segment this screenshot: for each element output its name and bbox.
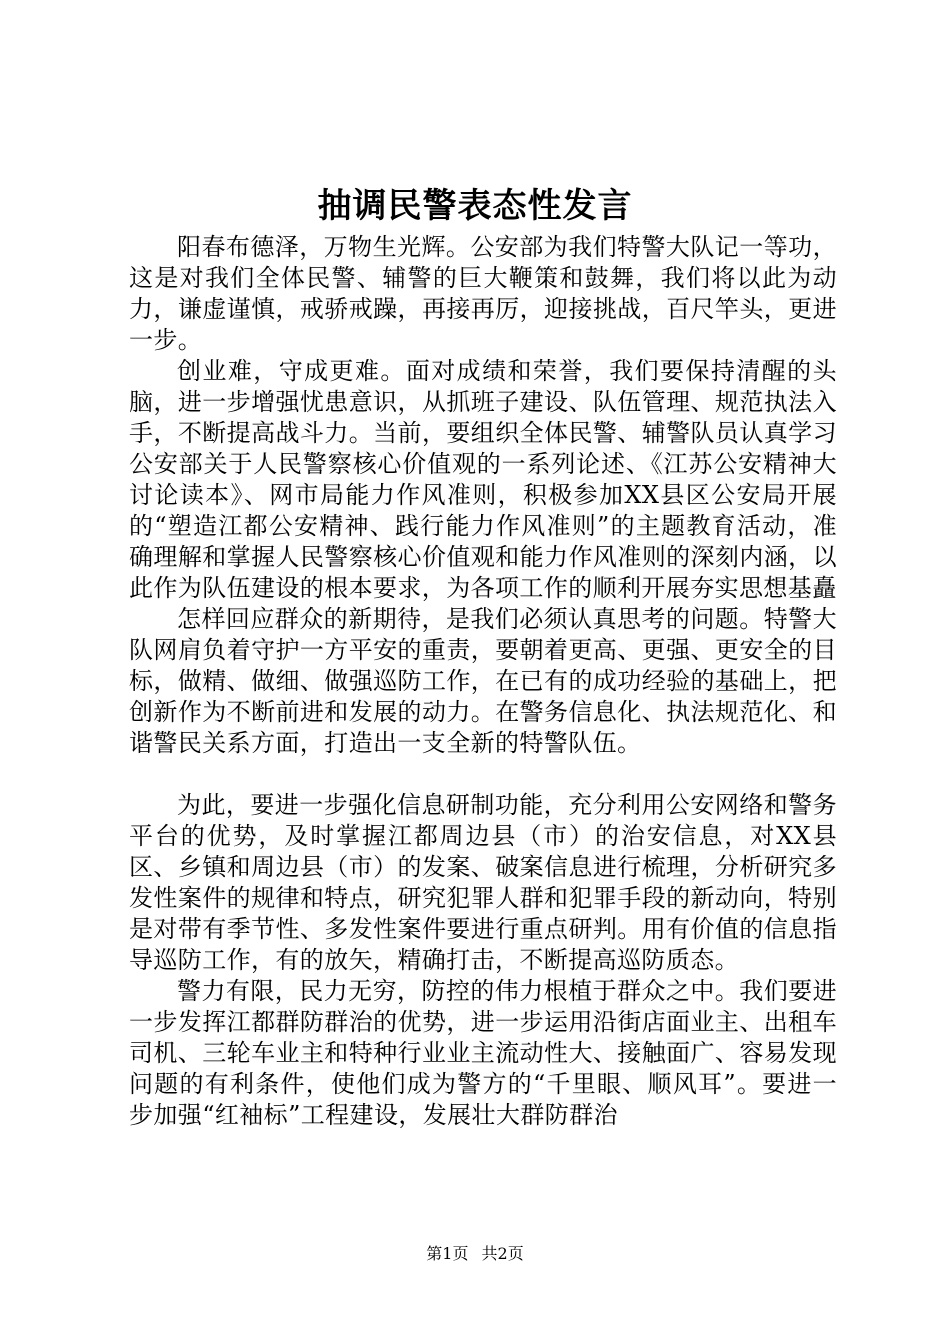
document-title: 抽调民警表态性发言 (317, 186, 633, 226)
page-total: 共2页 (481, 1244, 524, 1263)
paragraph: 创业难，守成更难。面对成绩和荣誉，我们要保持清醒的头脑，进一步增强忧患意识，从抓班子建设、队伍管理、规范执法入手，不断提高战斗力。当前，要组织全体民警、辅警队员认真学习公安部关于人民警察核心价值观的一系列论述、《江苏公安精神大讨论读本》、网市局能力作风准则，积极参加XX县区公安局开展的“塑造江都公安精神、践行能力作风准则”的主题教育活动，准确理解和掌握人民警察核心价值观和能力作风准则的深刻内涵，以此作为队伍建设的根本要求，为各项工作的顺利开展夯实思想基矗 (129, 357, 837, 602)
paragraph: 为此，要进一步强化信息研制功能，充分利用公安网络和警务平台的优势，及时掌握江都周边县（市）的治安信息，对XX县区、乡镇和周边县（市）的发案、破案信息进行梳理，分析研究多发性案件的规律和特点，研究犯罪人群和犯罪手段的新动向，特别是对带有季节性、多发性案件要进行重点研判。用有价值的信息指导巡防工作，有的放矢，精确打击，不断提高巡防质态。 (129, 791, 837, 974)
document-body (129, 232, 837, 1131)
paragraph-spacer (129, 759, 837, 790)
page-footer (0, 1243, 950, 1265)
paragraph: 怎样回应群众的新期待，是我们必须认真思考的问题。特警大队网肩负着守护一方平安的重责，要朝着更高、更强、更安全的目标，做精、做细、做强巡防工作，在已有的成功经验的基础上，把创新作为不断前进和发展的动力。在警务信息化、执法规范化、和谐警民关系方面，打造出一支全新的特警队伍。 (129, 605, 837, 757)
page-number: 第1页 (426, 1244, 469, 1263)
paragraph: 警力有限，民力无穷，防控的伟力根植于群众之中。我们要进一步发挥江都群防群治的优势，进一步运用沿街店面业主、出租车司机、三轮车业主和特种行业业主流动性大、接触面广、容易发现问题的有利条件，使他们成为警方的“千里眼、顺风耳”。要进一步加强“红袖标”工程建设，发展壮大群防群治 (129, 977, 837, 1129)
paragraph: 阳春布德泽，万物生光辉。公安部为我们特警大队记一等功，这是对我们全体民警、辅警的巨大鞭策和鼓舞，我们将以此为动力，谦虚谨慎，戒骄戒躁，再接再厉，迎接挑战，百尺竿头，更进一步。 (129, 233, 837, 354)
